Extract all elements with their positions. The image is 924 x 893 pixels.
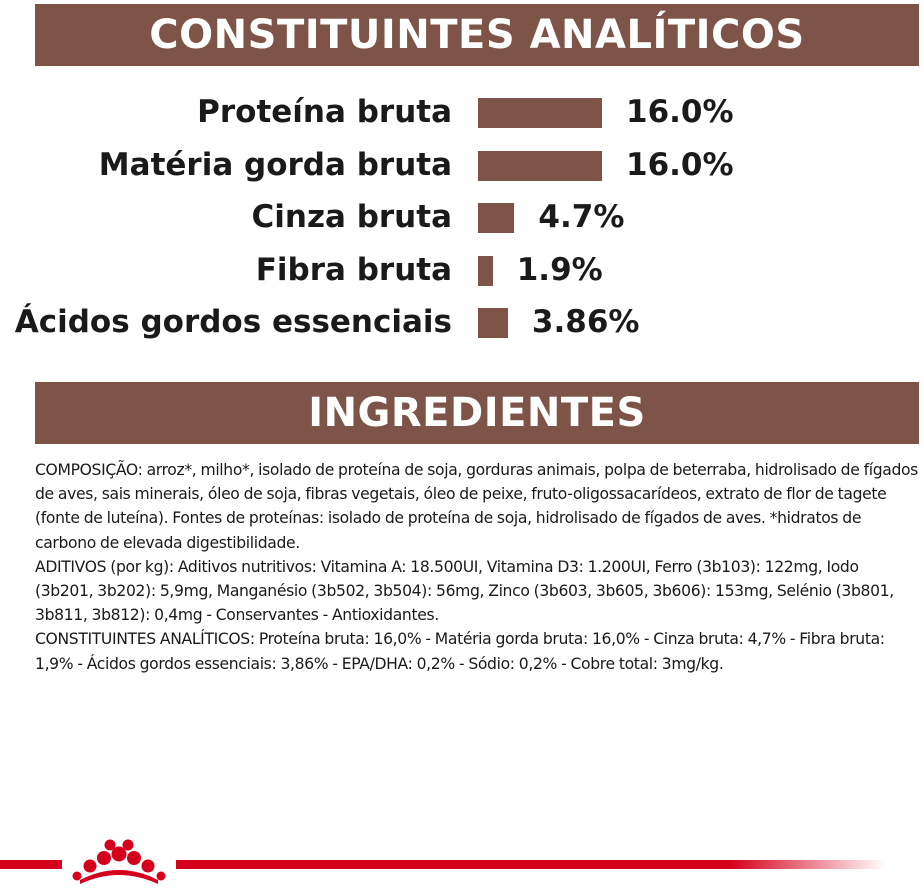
ingredients-text: [35, 458, 919, 676]
bar-value-label: 16.0%: [626, 146, 734, 183]
analytics-paragraph: CONSTITUINTES ANALÍTICOS: Proteína bruta: 16,0% - Matéria gorda bruta: 16,0% - Cinza bruta: 4,7% - Fibra bruta: 1,9% - Ácidos gordos essenciais: 3,86% - EPA/DHA: 0,2% - Sódio: 0,2% - Cobre total: 3mg/kg.: [35, 630, 885, 673]
ingredients-title: INGREDIENTES: [308, 390, 646, 436]
bar-value-label: 4.7%: [538, 199, 625, 235]
bar-value-label: 1.9%: [516, 251, 603, 288]
bar-row: [0, 244, 924, 296]
bar: [478, 308, 508, 338]
additives-paragraph: ADITIVOS (por kg): Aditivos nutritivos: Vitamina A: 18.500UI, Vitamina D3: 1.200UI, Ferro (3b103): 122mg, Iodo (3b201, 3b202): 5,9mg, Manganésio (3b502, 3b504): 56mg, Zinco (3b603, 3b605, 3b606): 153mg, Selénio (3b801, 3b811, 3b812): 0,4mg - Conservantes - Antioxidantes.: [35, 557, 894, 625]
bar: [478, 203, 514, 233]
composition-paragraph: COMPOSIÇÃO: arroz*, milho*, isolado de proteína de soja, gorduras animais, polpa de beterraba, hidrolisado de fígados de aves, sais minerais, óleo de soja, fibras vegetais, óleo de peixe, fruto-oligossacarídeos, extrato de flor de tagete (fonte de luteína). Fontes de proteínas: isolado de proteína de soja, hidrolisado de fígados de aves. *hidratos de carbono de elevada digestibilidade.: [35, 461, 918, 552]
ingredients-banner: [35, 382, 919, 444]
bar-row: [0, 86, 924, 138]
bar-category-label: Proteína bruta: [197, 94, 452, 130]
bar-row: [0, 139, 924, 191]
analytics-title: CONSTITUINTES ANALÍTICOS: [149, 12, 805, 58]
bar: [478, 98, 602, 128]
analytics-banner: [35, 4, 919, 66]
brand-line-left: [0, 860, 62, 869]
bar-row: [0, 296, 924, 348]
bar-category-label: Cinza bruta: [251, 199, 452, 235]
bar: [478, 256, 493, 286]
bar-category-label: Fibra bruta: [255, 251, 452, 288]
footer-brand-strip: [0, 836, 924, 893]
bar-value-label: 16.0%: [626, 94, 734, 130]
bar-category-label: Ácidos gordos essenciais: [14, 304, 452, 340]
bar-row: [0, 191, 924, 243]
brand-line-right: [176, 860, 886, 869]
royal-canin-crown-icon: [66, 836, 172, 888]
bar-value-label: 3.86%: [531, 304, 640, 340]
bar: [478, 151, 602, 181]
bar-category-label: Matéria gorda bruta: [98, 146, 452, 183]
